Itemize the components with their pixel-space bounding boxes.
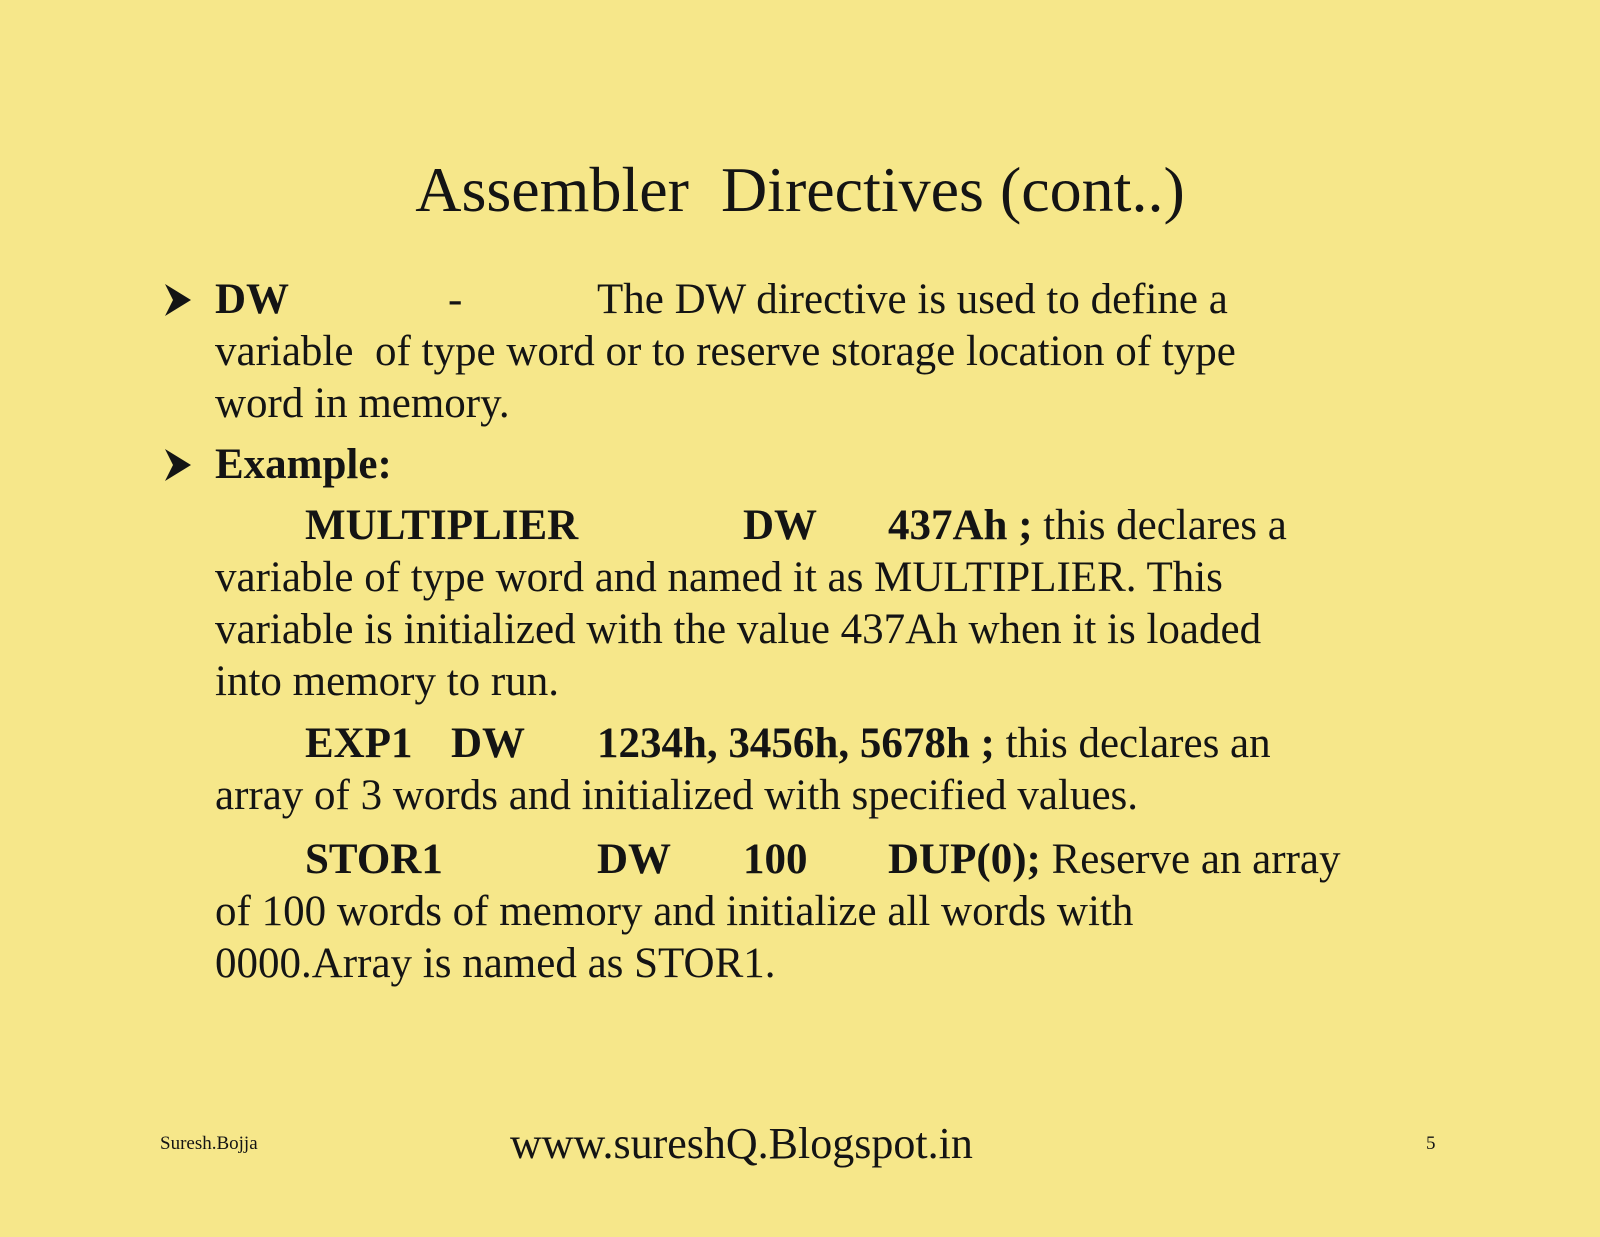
- dw-description-line2: variable of type word or to reserve storage location of type: [215, 328, 1236, 375]
- example1-line4: into memory to run.: [215, 658, 559, 705]
- example3-line2: of 100 words of memory and initialize all words with: [215, 888, 1134, 935]
- example3-value-line: [888, 834, 1340, 886]
- footer-author: Suresh.Bojja: [160, 1133, 258, 1154]
- arrowhead-bullet-icon: [163, 447, 193, 483]
- example1-line3: variable is initialized with the value 437Ah when it is loaded: [215, 606, 1262, 653]
- example3-directive: DW: [597, 836, 672, 883]
- example2-value-line: [597, 718, 1271, 770]
- dw-dash: -: [448, 276, 463, 323]
- example1-name: MULTIPLIER: [305, 502, 579, 549]
- example1-directive: DW: [743, 502, 818, 549]
- example-label: Example:: [215, 441, 392, 488]
- example2-directive: DW: [451, 720, 526, 767]
- example3-lead: Reserve an array: [1040, 836, 1341, 883]
- example2-lead: this declares an: [994, 720, 1271, 767]
- footer-website-link[interactable]: www.sureshQ.Blogspot.in: [510, 1119, 973, 1168]
- example3-value: DUP(0);: [888, 836, 1041, 883]
- example1-value: 437Ah ;: [888, 502, 1033, 549]
- dw-description-lead: The DW directive is used to define a: [597, 276, 1228, 323]
- example2-line2: array of 3 words and initialized with specified values.: [215, 772, 1139, 819]
- example1-value-line: [888, 500, 1287, 552]
- bullet-example: [163, 439, 1423, 491]
- example2-value: 1234h, 3456h, 5678h ;: [597, 720, 995, 767]
- dw-description-line3: word in memory.: [215, 380, 510, 427]
- example3-name: STOR1: [305, 836, 443, 883]
- example3-count: 100: [743, 836, 808, 883]
- arrowhead-bullet-icon: [163, 282, 193, 318]
- example1-lead: this declares a: [1032, 502, 1287, 549]
- example2-name: EXP1: [305, 720, 413, 767]
- example1-line2: variable of type word and named it as MULTIPLIER. This: [215, 554, 1223, 601]
- slide-title: Assembler Directives (cont..): [415, 154, 1185, 225]
- page-number: 5: [1426, 1133, 1436, 1154]
- example3-line3: 0000.Array is named as STOR1.: [215, 940, 776, 987]
- dw-term: DW: [215, 276, 290, 323]
